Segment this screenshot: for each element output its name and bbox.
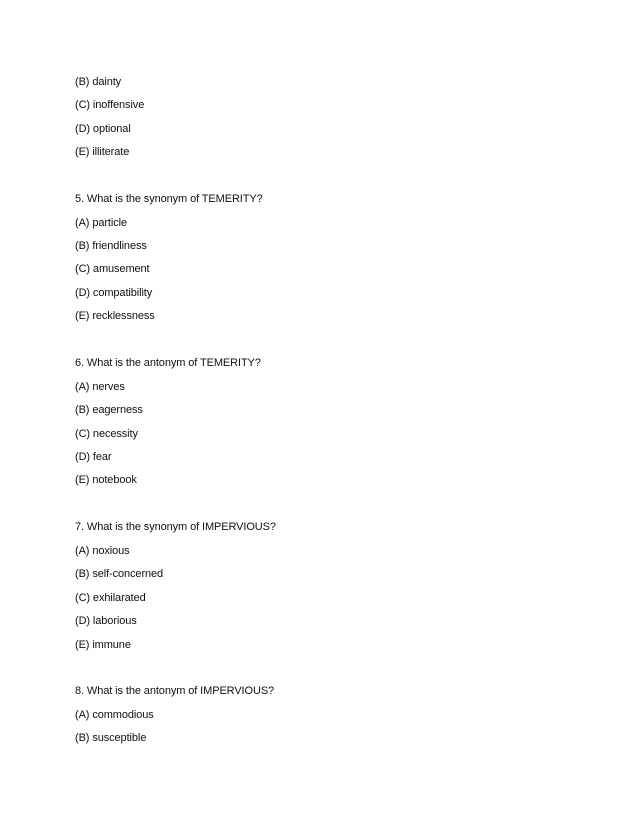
option-e-illiterate: (E) illiterate: [75, 146, 130, 158]
q6-option-c: (C) necessity: [75, 428, 138, 440]
q5-option-b: (B) friendliness: [75, 240, 147, 252]
q7-option-d: (D) laborious: [75, 615, 137, 627]
q7-option-b: (B) self-concerned: [75, 568, 164, 580]
option-b-dainty: (B) dainty: [75, 76, 122, 88]
question-5: 5. What is the synonym of TEMERITY?: [75, 193, 263, 205]
q7-option-a: (A) noxious: [75, 545, 130, 557]
q5-option-d: (D) compatibility: [75, 287, 153, 299]
option-d-optional: (D) optional: [75, 123, 131, 135]
q5-option-c: (C) amusement: [75, 263, 150, 275]
question-6: 6. What is the antonym of TEMERITY?: [75, 357, 261, 369]
question-8: 8. What is the antonym of IMPERVIOUS?: [75, 685, 275, 697]
option-c-inoffensive: (C) inoffensive: [75, 99, 145, 111]
q6-option-e: (E) notebook: [75, 474, 137, 486]
q5-option-a: (A) particle: [75, 217, 127, 229]
q6-option-b: (B) eagerness: [75, 404, 143, 416]
q6-option-d: (D) fear: [75, 451, 112, 463]
q5-option-e: (E) recklessness: [75, 310, 155, 322]
q6-option-a: (A) nerves: [75, 381, 125, 393]
q7-option-e: (E) immune: [75, 639, 131, 651]
q7-option-c: (C) exhilarated: [75, 592, 146, 604]
question-7: 7. What is the synonym of IMPERVIOUS?: [75, 521, 276, 533]
q8-option-b: (B) susceptible: [75, 732, 147, 744]
q8-option-a: (A) commodious: [75, 709, 154, 721]
